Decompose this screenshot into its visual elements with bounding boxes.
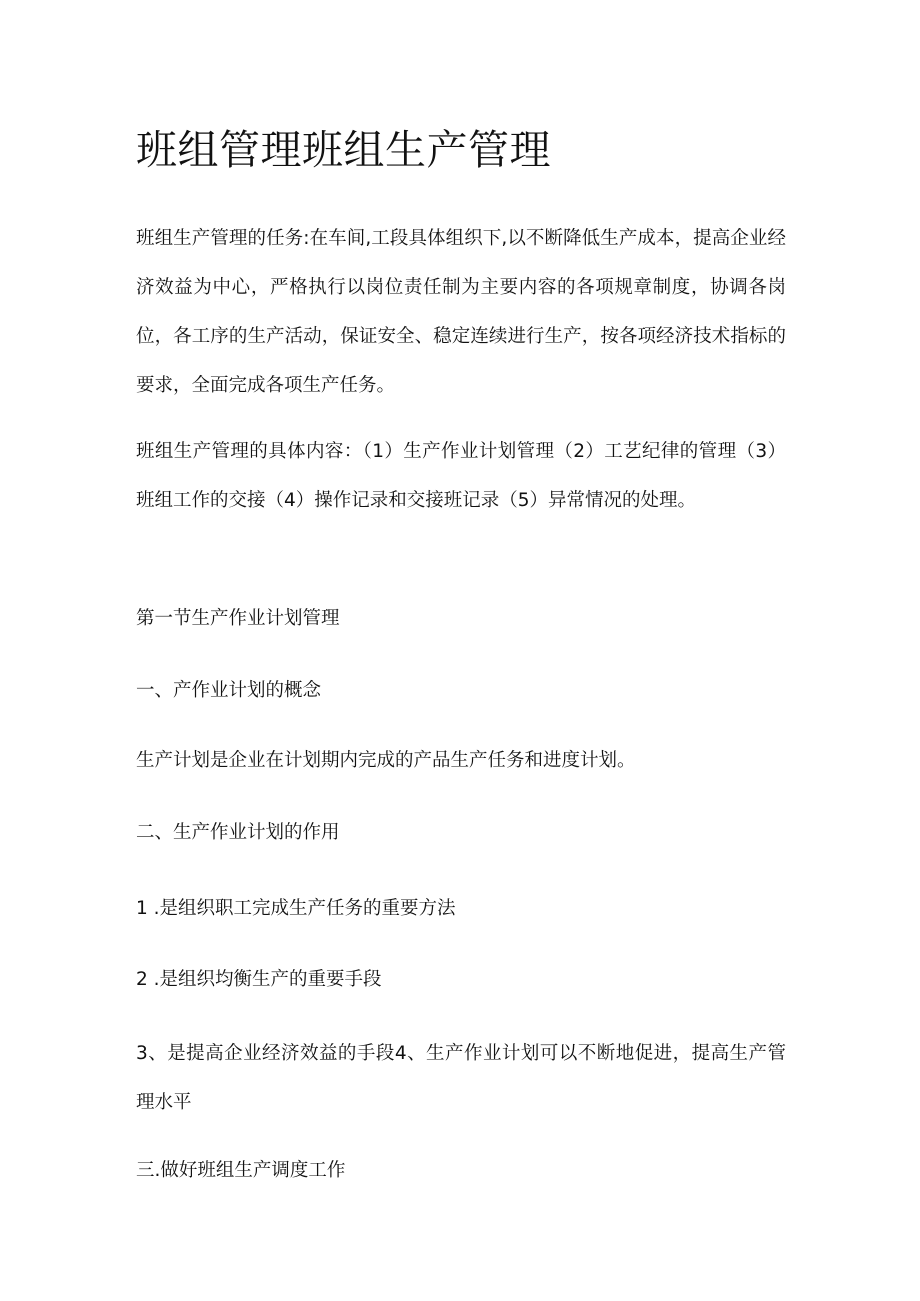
list-item: 2 .是组织均衡生产的重要手段 <box>136 969 382 990</box>
subheading-role: 二、生产作业计划的作用 <box>136 822 340 843</box>
document-title: 班组管理班组生产管理 <box>136 126 551 174</box>
paragraph-task: 班组生产管理的任务:在车间,工段具体组织下,以不断降低生产成本，提高企业经济效益为中心，严格执行以岗位责任制为主要内容的各项规章制度，协调各岗位，各工序的生产活动，保证安全、稳定连续进行生产，按各项经济技术指标的要求，全面完成各项生产任务。 <box>136 228 786 396</box>
section-heading: 第一节生产作业计划管理 <box>136 608 340 629</box>
subheading-scheduling: 三.做好班组生产调度工作 <box>136 1160 346 1181</box>
definition-text: 生产计划是企业在计划期内完成的产品生产任务和进度计划。 <box>136 750 636 771</box>
subheading-concept: 一、产作业计划的概念 <box>136 680 322 701</box>
list-item: 3、是提高企业经济效益的手段4、生产作业计划可以不断地促进，提高生产管理水平 <box>136 1043 786 1113</box>
paragraph-content: 班组生产管理的具体内容：（1）生产作业计划管理（2）工艺纪律的管理（3）班组工作的交接（4）操作记录和交接班记录（5）异常情况的处理。 <box>136 441 786 511</box>
list-item: 1 .是组织职工完成生产任务的重要方法 <box>136 898 456 919</box>
